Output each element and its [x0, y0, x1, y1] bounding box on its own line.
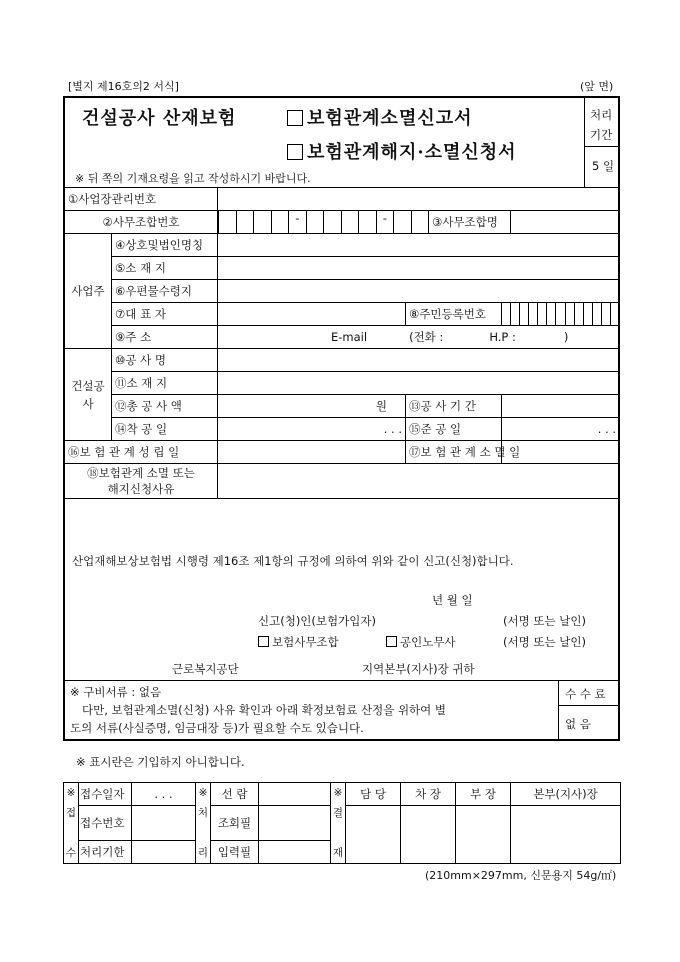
office-use-note: ※ 표시란은 기입하지 아니합니다. [76, 755, 245, 769]
representative-label: ⑦대 표 자 [112, 303, 218, 326]
dash: - [288, 211, 306, 233]
form-title-prefix: 건설공사 산재보험 [82, 108, 237, 129]
receipt-date-label: 접수일자 [79, 783, 132, 806]
input-field[interactable] [259, 841, 331, 864]
labor-attorney-option[interactable]: 공인노무사 [386, 634, 456, 650]
start-date-label: ⑭착 공 일 [112, 418, 218, 441]
project-location-label: ⑪소 재 지 [112, 372, 218, 395]
project-location-field[interactable] [218, 372, 620, 395]
documents-note-1: 다만, 보험관계소멸(신청) 사유 확인과 아래 확정보험료 산정을 위하여 별 [82, 703, 447, 717]
director-signature[interactable] [456, 806, 511, 864]
receipt-number-field[interactable] [132, 806, 196, 841]
inquiry-label: 조회필 [211, 806, 259, 841]
address-contact-field[interactable] [218, 326, 620, 349]
page-side-label: (앞 면) [580, 80, 614, 93]
branch-addressee: 지역본부(지사)장 귀하 [362, 662, 475, 676]
processing-label-1: 처리 [590, 108, 613, 122]
company-name-field[interactable] [218, 234, 620, 257]
head-signature[interactable] [511, 806, 621, 864]
organization-name: 근로복지공단 [172, 662, 239, 676]
director-label: 부 장 [456, 783, 511, 806]
business-number-label: ①사업장관리번호 [65, 188, 218, 211]
project-name-label: ⑩공 사 명 [112, 349, 218, 372]
resident-number-field[interactable] [502, 303, 620, 326]
applicant-signature[interactable]: (서명 또는 날인) [503, 614, 586, 628]
construction-label: 건설공 사 [65, 349, 112, 441]
agency-signature[interactable]: (서명 또는 날인) [503, 635, 586, 649]
approval-section-label: ※ 결 재 [331, 783, 346, 864]
agency-option[interactable]: 보험사무조합 [258, 634, 339, 650]
project-name-field[interactable] [218, 349, 620, 372]
location-label: ⑤소 재 지 [112, 257, 218, 280]
deadline-label: 처리기한 [79, 841, 132, 864]
notice-text: ※ 뒤 쪽의 기재요령을 읽고 작성하시기 바랍니다. [75, 172, 311, 185]
union-number-field[interactable] [218, 211, 429, 234]
address-label: ⑨주 소 [112, 326, 218, 349]
hp-label: H.P : [489, 330, 516, 344]
documents-note-2: 도의 서류(사실증명, 임금대장 등)가 필요할 수도 있습니다. [70, 721, 364, 735]
staff-signature[interactable] [346, 806, 401, 864]
deputy-label: 차 장 [401, 783, 456, 806]
construction-period-field[interactable] [502, 395, 620, 418]
reason-label: ⑱보험관계 소멸 또는 해지신청사유 [65, 464, 218, 499]
company-name-label: ④상호및법인명칭 [112, 234, 218, 257]
deadline-field[interactable] [132, 841, 196, 864]
form-id: [별지 제16호의2 서식] [68, 80, 179, 93]
processing-section-label: ※ 처 리 [196, 783, 211, 864]
paper-spec: (210mm×297mm, 신문용지 54g/㎡) [425, 869, 617, 882]
start-date-field[interactable]: . . . [218, 418, 406, 441]
reviewed-field[interactable] [259, 783, 331, 806]
reason-field[interactable] [218, 464, 620, 499]
title-option-1[interactable]: 보험관계소멸신고서 [287, 104, 473, 130]
applicant-label: 신고(청)인(보험가입자) [258, 614, 376, 628]
checkbox-icon[interactable] [287, 110, 303, 126]
processing-mid-line [584, 146, 619, 147]
union-name-label: ③사무조합명 [429, 211, 511, 233]
deputy-signature[interactable] [401, 806, 456, 864]
checkbox-icon[interactable] [287, 144, 303, 160]
checkbox-icon[interactable] [258, 636, 269, 647]
receipt-section-label: ※ 접 수 [64, 783, 79, 864]
employer-label: 사업주 [65, 234, 112, 349]
input-label: 입력필 [211, 841, 259, 864]
title-option-2[interactable]: 보험관계해지·소멸신청서 [287, 138, 517, 164]
fee-divider [558, 680, 559, 740]
total-cost-field[interactable]: 원 [218, 395, 406, 418]
staff-label: 담 당 [346, 783, 401, 806]
reviewed-label: 선 람 [211, 783, 259, 806]
processing-days: 5 일 [592, 159, 615, 173]
fee-label: 수 수 료 [565, 687, 606, 701]
business-number-field[interactable] [218, 188, 620, 211]
construction-period-label: ⑬공 사 기 간 [406, 395, 502, 418]
completion-date-label: ⑮준 공 일 [406, 418, 502, 441]
documents-top-line [63, 680, 620, 681]
resident-number-label: ⑧주민등록번호 [406, 303, 502, 326]
fee-value: 없 음 [565, 717, 591, 731]
head-label: 본부(지사)장 [511, 783, 621, 806]
declaration-text: 산업재해보상보험법 시행령 제16조 제1항의 규정에 의하여 위와 같이 신고(신청)합니다. [72, 554, 514, 568]
close-paren: ) [563, 330, 569, 344]
established-date-field[interactable] [218, 441, 406, 464]
fee-mid-line [558, 705, 619, 706]
location-field[interactable] [218, 257, 620, 280]
checkbox-icon[interactable] [386, 636, 397, 647]
documents-required: ※ 구비서류 : 없음 [70, 685, 162, 699]
representative-field[interactable] [218, 303, 406, 326]
receipt-date-field[interactable]: . . . [132, 783, 196, 806]
email-label: E-mail [331, 330, 368, 344]
mailing-address-label: ⑥우편물수령지 [112, 280, 218, 303]
established-date-label: ⑯보 험 관 계 성 립 일 [65, 441, 218, 464]
frame-top [63, 96, 620, 98]
termination-date-label: ⑰보 험 관 계 소 멸 일 [406, 441, 502, 464]
phone-label: (전화 : [409, 330, 444, 344]
inquiry-field[interactable] [259, 806, 331, 841]
declaration-date[interactable]: 년 월 일 [432, 593, 473, 607]
union-number-label: ②사무조합번호 [65, 211, 218, 234]
frame-bottom [63, 739, 620, 741]
completion-date-field[interactable]: . . . [502, 418, 620, 441]
dash: - [376, 211, 394, 233]
mailing-address-field[interactable] [218, 280, 620, 303]
processing-label-2: 기간 [590, 128, 613, 142]
total-cost-label: ⑫총 공 사 액 [112, 395, 218, 418]
receipt-number-label: 접수번호 [79, 806, 132, 841]
processing-divider [584, 96, 585, 188]
main-form-table [64, 187, 620, 499]
office-use-table [63, 782, 621, 864]
